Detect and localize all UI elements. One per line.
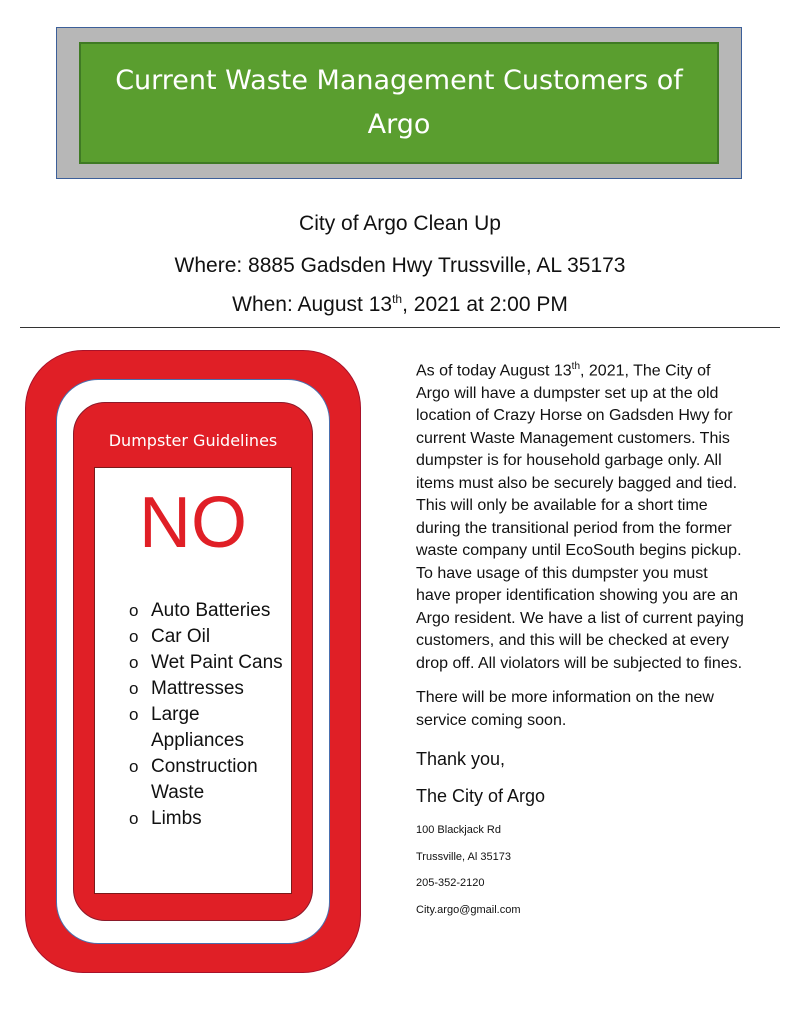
event-where: Where: 8885 Gadsden Hwy Trussville, AL 35173 [174, 254, 626, 277]
title-banner [56, 27, 742, 179]
list-item: o Limbs [95, 806, 291, 832]
list-item: o Construction Waste [95, 754, 291, 806]
list-item: o Car Oil [95, 624, 291, 650]
info-paragraph: There will be more information on the new service coming soon. [416, 689, 714, 729]
email-address: City.argo@gmail.com [416, 903, 521, 916]
event-when-suffix: , 2021 at 2:00 PM [402, 293, 568, 316]
list-item: o Mattresses [95, 676, 291, 702]
prohibited-items-list [95, 598, 291, 832]
title-banner-fill [79, 42, 719, 164]
sign-inner-frame [73, 402, 313, 921]
announcement-column [416, 356, 746, 921]
sign-heading: Dumpster Guidelines [108, 431, 278, 450]
signature: The City of Argo [416, 785, 546, 806]
announcement-date-prefix: As of today August 13 [416, 362, 572, 380]
event-when-sup: th [392, 292, 403, 306]
thank-you: Thank you, [416, 749, 506, 770]
event-when [0, 292, 800, 317]
guidelines-sign [25, 350, 361, 973]
divider [20, 327, 780, 328]
address-line: 100 Blackjack Rd [416, 824, 501, 837]
sign-panel [94, 467, 292, 894]
sign-white-ring [56, 379, 330, 944]
no-label: NO [139, 483, 247, 563]
page-title: Current Waste Management Customers of Argo [115, 65, 683, 140]
list-item: o Auto Batteries [95, 598, 291, 624]
announcement-text: , 2021, The City of Argo will have a dumpster set up at the old location of Crazy Horse on Gadsden Hwy for current Waste Management customers. This dumpster is for household garbage only. All items must also be securely bagged and tied. This will only be available for a short time during the transitional period from the former waste company until EcoSouth begins pickup. To have usage of this dumpster you must have proper identification showing you are an Argo resident. We have a list of current paying customers, and this will be checked at every drop off. All violators will be subjected to fines. [416, 362, 744, 672]
announcement-date-sup: th [571, 361, 581, 372]
announcement-paragraph [416, 356, 746, 675]
city-line: Trussville, Al 35173 [416, 850, 511, 863]
event-when-prefix: When: August 13 [232, 293, 393, 316]
list-item: o Wet Paint Cans [95, 650, 291, 676]
phone-number: 205-352-2120 [416, 877, 485, 890]
list-item: o Large Appliances [95, 702, 291, 754]
event-title: City of Argo Clean Up [299, 212, 501, 235]
